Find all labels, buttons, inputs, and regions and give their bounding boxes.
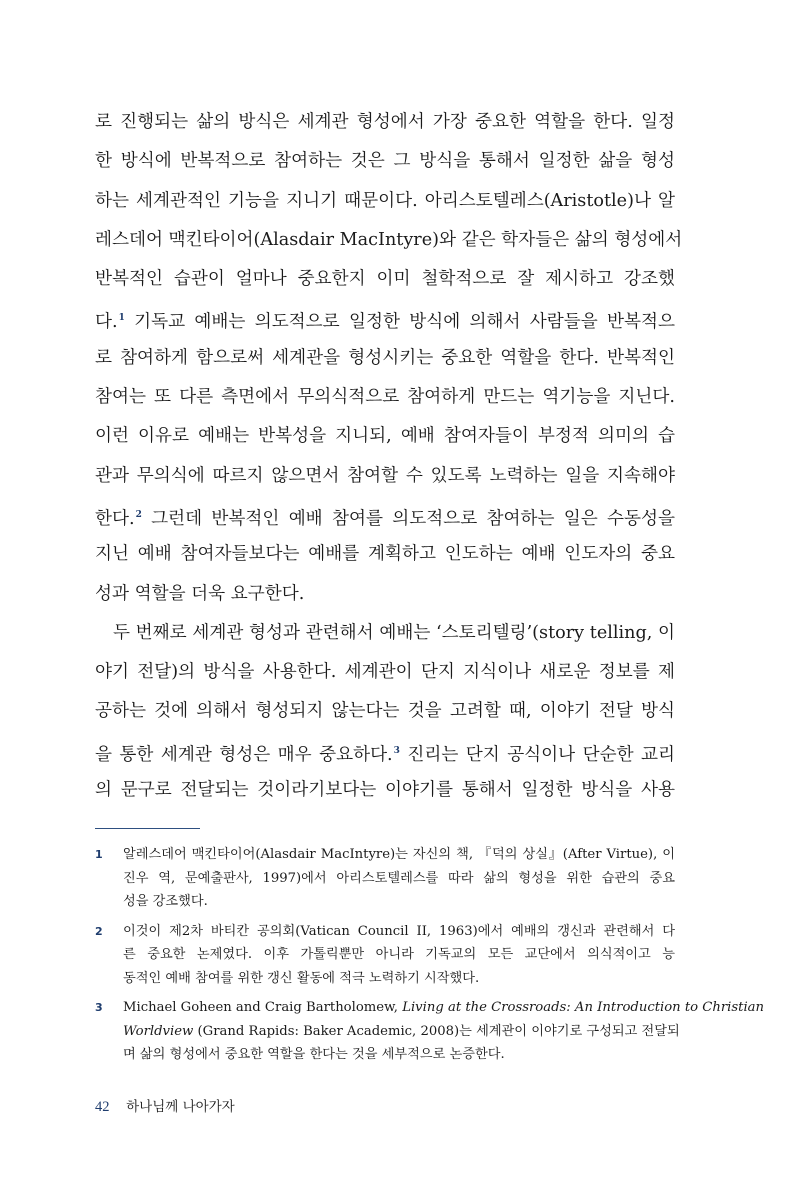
footnote-text: Michael Goheen and Craig Bartholomew,	[123, 1000, 403, 1015]
book-title-italic: Living at the Crossroads: An Introduction to Christian	[402, 1000, 765, 1015]
footnote-ref-1[interactable]: 1	[118, 313, 125, 324]
footnote-2	[95, 920, 675, 991]
body-line: 로 진행되는 삶의 방식은 세계관 형성에서 가장 중요한 역할을 한다. 일정	[95, 112, 675, 132]
footnote-line: 이것이 제2차 바티칸 공의회(Vatican Council II, 1963)에서 예배의 갱신과 관련해서 다	[123, 923, 675, 939]
body-line: 야기 전달)의 방식을 사용한다. 세계관이 단지 지식이나 새로운 정보를 제	[95, 662, 675, 683]
body-line: 하는 세계관적인 기능을 지니기 때문이다. 아리스토텔레스(Aristotle)나 알	[95, 190, 675, 211]
body-line: 공하는 것에 의해서 형성되지 않는다는 것을 고려할 때, 이야기 전달 방식	[95, 701, 675, 722]
footnote-1	[95, 843, 675, 914]
footnotes	[95, 843, 765, 1073]
footnote-line: 성을 강조했다.	[123, 894, 208, 909]
body-line: 로 참여하게 함으로써 세계관을 형성시키는 중요한 역할을 한다. 반복적인	[95, 347, 675, 368]
body-line	[95, 496, 675, 535]
body-text-fragment: 한다.	[95, 508, 135, 529]
footnote-divider	[95, 828, 200, 829]
footnote-ref-3[interactable]: 3	[393, 745, 400, 756]
footnote-line: 며 삶의 형성에서 중요한 역할을 한다는 것을 세부적으로 논증한다.	[123, 1047, 505, 1062]
body-line: 성과 역할을 더욱 요구한다.	[95, 583, 305, 604]
body-text-fragment: 을 통한 세계관 형성은 매우 중요하다.	[95, 744, 393, 765]
body-line: 지닌 예배 참여자들보다는 예배를 계획하고 인도하는 예배 인도자의 중요	[95, 544, 675, 565]
footnote-line	[123, 996, 765, 1020]
page-number: 42	[95, 1099, 110, 1115]
body-line: 한 방식에 반복적으로 참여하는 것은 그 방식을 통해서 일정한 삶을 형성	[95, 151, 675, 172]
body-line: 참여는 또 다른 측면에서 무의식적으로 참여하게 만드는 역기능을 지닌다.	[95, 387, 675, 408]
footnote-number: 3	[95, 1001, 103, 1014]
body-line: 이런 이유로 예배는 반복성을 지니되, 예배 참여자들이 부정적 의미의 습	[95, 426, 675, 447]
page-footer	[95, 1097, 235, 1117]
footnote-number: 2	[95, 924, 103, 938]
footnote-line: 진우 역, 문예출판사, 1997)에서 아리스토텔레스를 따라 삶의 형성을 위한 습관의 중요	[123, 870, 675, 886]
footnote-line: 른 중요한 논제였다. 이후 가톨릭뿐만 아니라 기독교의 모든 교단에서 의식적이고 능	[123, 947, 675, 962]
body-text-fragment: 다.	[95, 312, 118, 333]
running-title: 하나님께 나아가자	[126, 1099, 235, 1115]
footnote-ref-2[interactable]: 2	[135, 509, 142, 520]
footnote-line	[123, 1020, 680, 1044]
body-line: 의 문구로 전달되는 것이라기보다는 이야기를 통해서 일정한 방식을 사용	[95, 780, 675, 801]
footnote-number: 1	[95, 848, 103, 861]
footnote-line: 동적인 예배 참여를 위한 갱신 활동에 적극 노력하기 시작했다.	[123, 970, 480, 986]
footnote-line: 알레스데어 맥킨타이어(Alasdair MacIntyre)는 자신의 책, 『덕의 상실』(After Virtue), 이	[123, 847, 675, 862]
footnote-3	[95, 996, 765, 1067]
book-title-italic: Worldview	[123, 1023, 194, 1039]
footnote-text: (Grand Rapids: Baker Academic, 2008)는 세계관이 이야기로 구성되고 전달되	[193, 1023, 680, 1039]
body-line: 반복적인 습관이 얼마나 중요한지 이미 철학적으로 잘 제시하고 강조했	[95, 269, 675, 290]
body-text-fragment: 진리는 단지 공식이나 단순한 교리	[407, 744, 676, 765]
body-text-fragment: 기독교 예배는 의도적으로 일정한 방식에 의해서 사람들을 반복적으	[134, 312, 676, 333]
body-text-fragment: 그런데 반복적인 예배 참여를 의도적으로 참여하는 일은 수동성을	[151, 508, 676, 529]
body-line: 레스데어 맥킨타이어(Alasdair MacIntyre)와 같은 학자들은 삶의 형성에서	[95, 229, 683, 250]
body-line: 두 번째로 세계관 형성과 관련해서 예배는 ‘스토리텔링’(story telling, 이	[113, 622, 675, 643]
body-line: 관과 무의식에 따르지 않으면서 참여할 수 있도록 노력하는 일을 지속해야	[95, 465, 675, 486]
body-text	[95, 103, 683, 810]
body-line	[95, 732, 675, 771]
body-line	[95, 299, 675, 338]
